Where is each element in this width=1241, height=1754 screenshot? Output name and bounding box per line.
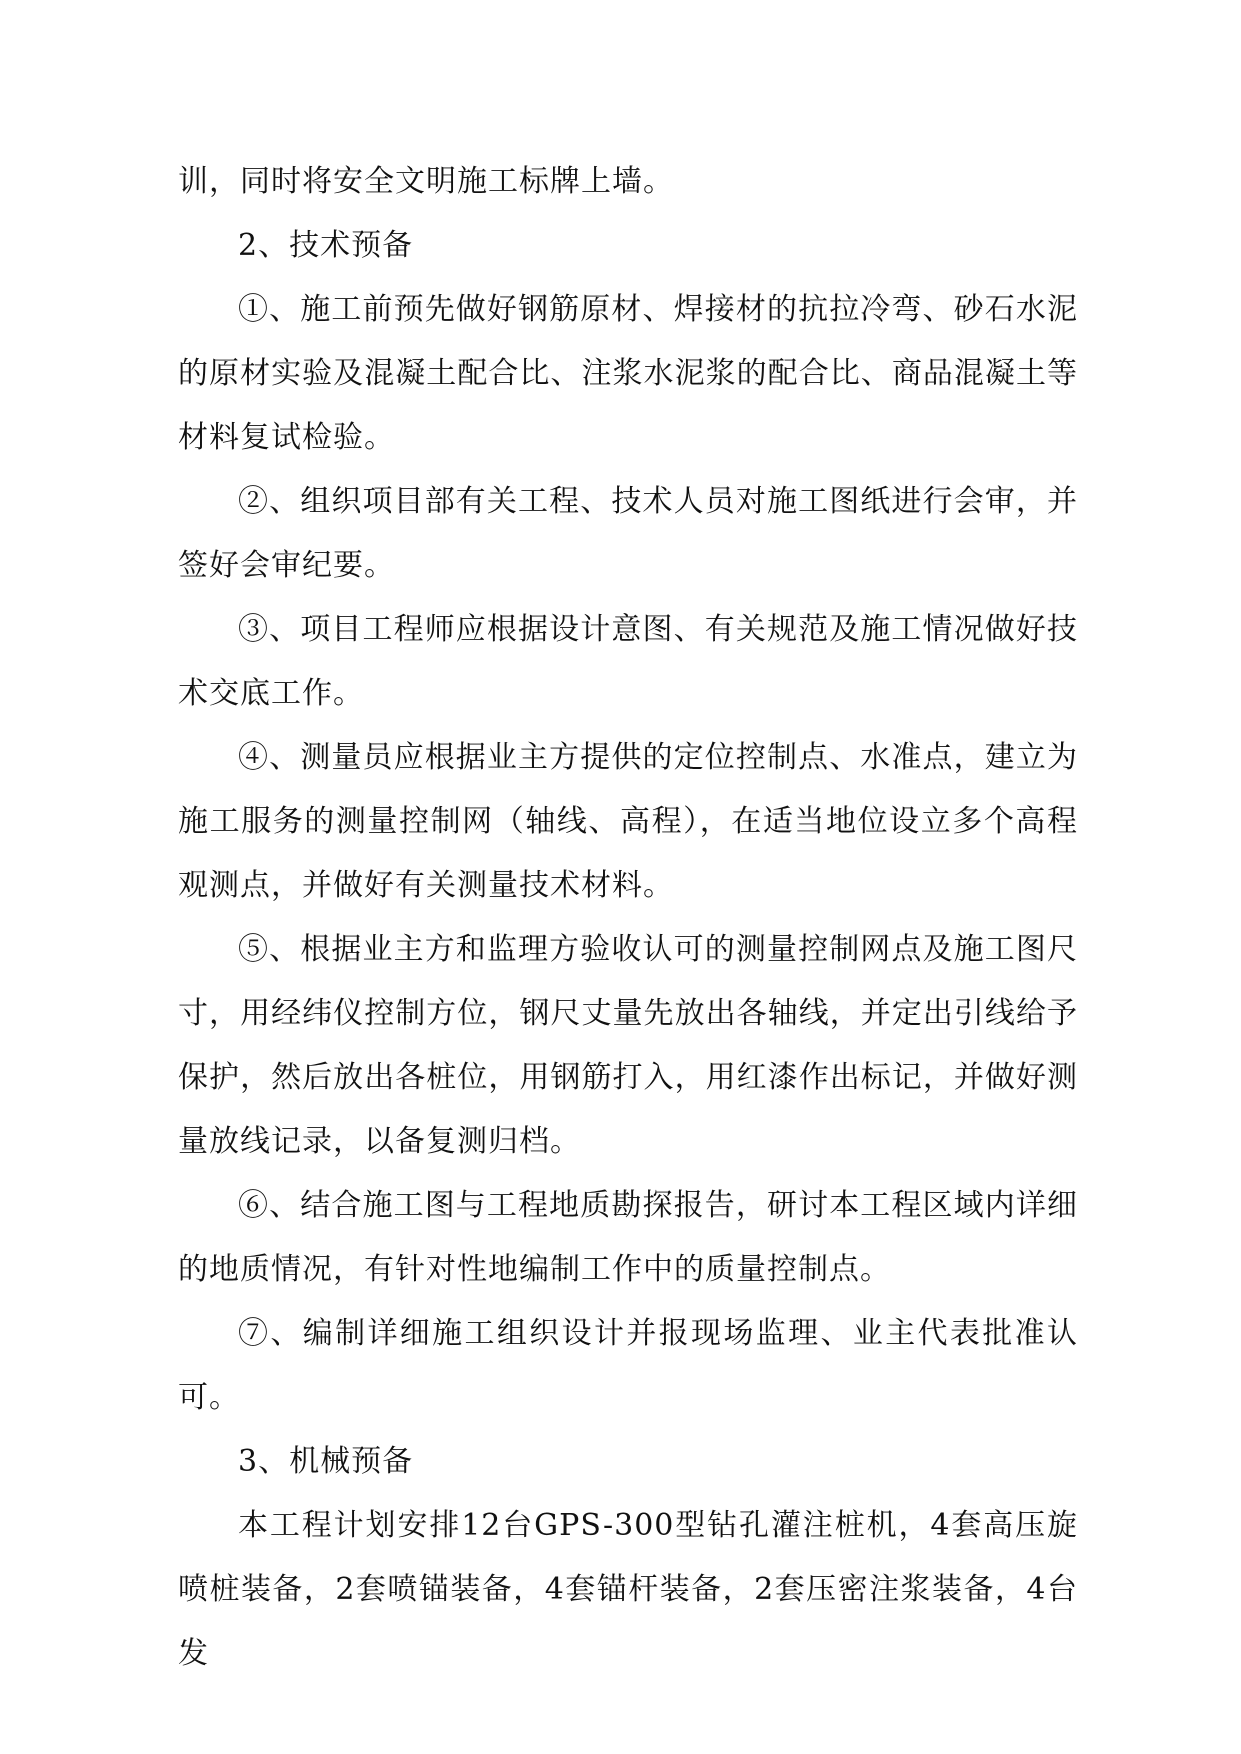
paragraph-continued: 训，同时将安全文明施工标牌上墙。: [178, 164, 674, 199]
section-heading-machinery-preparation: 3、机械预备: [238, 1444, 414, 1479]
paragraph-item-1: ①、施工前预先做好钢筋原材、焊接材的抗拉冷弯、砂石水泥的原材实验及混凝土配合比、注浆水泥浆的配合比、商品混凝土等材料复试检验。: [178, 292, 1078, 455]
paragraph-item-5: ⑤、根据业主方和监理方验收认可的测量控制网点及施工图尺寸，用经纬仪控制方位，钢尺丈量先放出各轴线，并定出引线给予保护，然后放出各桩位，用钢筋打入，用红漆作出标记，并做好测量放线记录，以备复测归档。: [178, 932, 1078, 1159]
document-body: [178, 150, 1078, 1686]
paragraph-item-3: ③、项目工程师应根据设计意图、有关规范及施工情况做好技术交底工作。: [178, 612, 1078, 711]
paragraph-machinery: 本工程计划安排12台GPS-300型钻孔灌注桩机，4套高压旋喷桩装备，2套喷锚装备，4套锚杆装备，2套压密注浆装备，4台发: [178, 1508, 1078, 1671]
section-heading-technical-preparation: 2、技术预备: [238, 228, 414, 263]
paragraph-item-2: ②、组织项目部有关工程、技术人员对施工图纸进行会审，并签好会审纪要。: [178, 484, 1078, 583]
paragraph-item-7: ⑦、编制详细施工组织设计并报现场监理、业主代表批准认可。: [178, 1316, 1078, 1415]
paragraph-item-4: ④、测量员应根据业主方提供的定位控制点、水准点，建立为施工服务的测量控制网（轴线、高程），在适当地位设立多个高程观测点，并做好有关测量技术材料。: [178, 740, 1078, 903]
paragraph-item-6: ⑥、结合施工图与工程地质勘探报告，研讨本工程区域内详细的地质情况，有针对性地编制工作中的质量控制点。: [178, 1188, 1078, 1287]
